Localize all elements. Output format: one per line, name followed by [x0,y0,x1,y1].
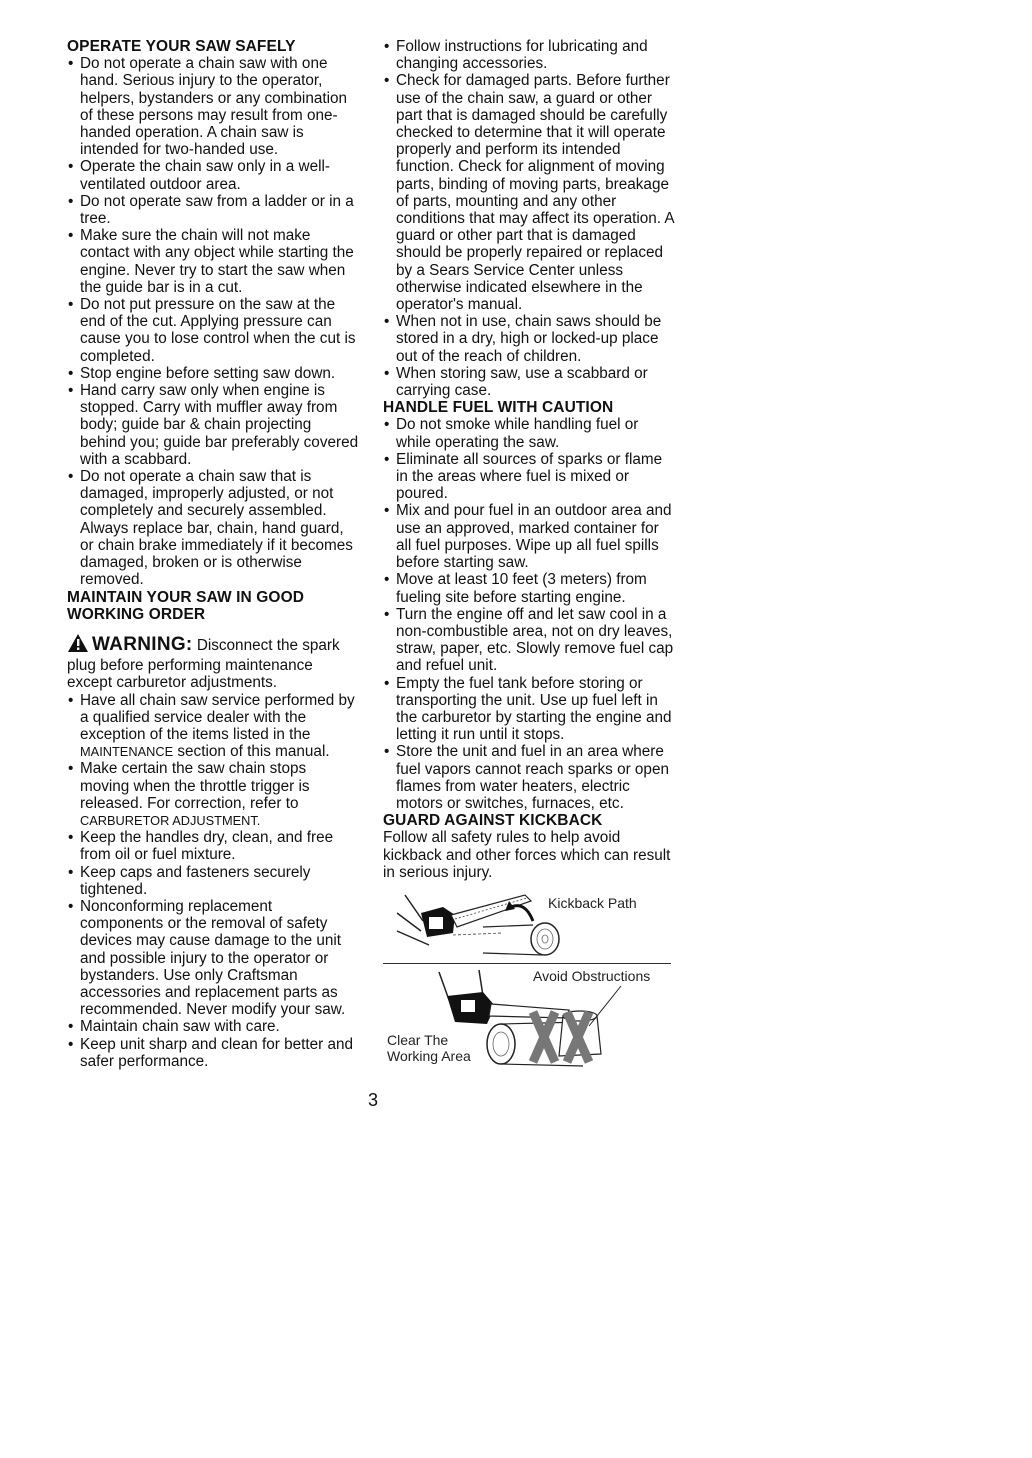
list-item: • Maintain chain saw with care. [67,1018,359,1035]
list-item: • Do not put pressure on the saw at the end of the cut. Applying pressure can cause you to lose control when the cut is completed. [67,296,359,365]
warning-label: WARNING: [92,633,193,655]
list-item: • Do not operate saw from a ladder or in a tree. [67,193,359,227]
list-item: • Make sure the chain will not make contact with any object while starting the engine. Never try to start the saw when the guide bar is in a cut. [67,227,359,296]
list-item: • Have all chain saw service performed by a qualified service dealer with the exception of the items listed in the MAINTENANCE section of this manual. [67,692,359,761]
list-item: • Do not smoke while handling fuel or while operating the saw. [383,416,675,450]
page-number: 3 [368,1090,379,1110]
avoid-obstructions-figure [383,966,675,1074]
list-item: • Hand carry saw only when engine is stopped. Carry with muffler away from body; guide bar & chain projecting behind you; guide bar preferably covered with a scabbard. [67,382,359,468]
avoid-obstructions-caption: Avoid Obstructions [533,967,651,984]
list-item: • Eliminate all sources of sparks or flame in the areas where fuel is mixed or poured. [383,451,675,503]
kickback-intro: Follow all safety rules to help avoid kickback and other forces which can result in serious injury. [383,829,671,881]
list-item: • Nonconforming replacement components or the removal of safety devices may cause damage to the unit and possible injury to the operator or bystanders. Use only Craftsman accessories and replacement parts as recommended. Never modify your saw. [67,898,359,1018]
list-item: • Check for damaged parts. Before further use of the chain saw, a guard or other part that is damaged should be carefully checked to determine that it will operate properly and perform its intended function. Check for alignment of moving parts, binding of moving parts, breakage of parts, mounting and any other conditions that may affect its operation. A guard or other part that is damaged should be properly repaired or replaced by a Sears Service Center unless otherwise indicated elsewhere in the operator's manual. [383,72,675,313]
left-column [67,38,359,1070]
list-item: • Make certain the saw chain stops moving when the throttle trigger is released. For correction, refer to CARBURETOR ADJUSTMENT. [67,760,359,829]
warning-triangle-icon [67,633,89,657]
list-item: • When not in use, chain saws should be stored in a dry, high or locked-up place out of the reach of children. [383,313,675,365]
list-item: • Mix and pour fuel in an outdoor area and use an approved, marked container for all fuel purposes. Wipe up all fuel spills before starting saw. [383,502,675,571]
clear-area-caption-line2: Working Area [387,1047,471,1064]
fuel-list [383,416,675,812]
list-item: • Keep caps and fasteners securely tightened. [67,864,359,898]
list-item: • Operate the chain saw only in a well-ventilated outdoor area. [67,158,359,192]
section-heading-fuel: HANDLE FUEL WITH CAUTION [383,399,614,417]
list-item: • Do not operate a chain saw that is damaged, improperly adjusted, or not completely and securely assembled. Always replace bar, chain, hand guard, or chain brake immediately if it becomes damaged, broken or is otherwise removed. [67,468,359,588]
figure-divider [383,963,671,964]
list-item: • Stop engine before setting saw down. [67,365,359,382]
carburetor-ref: CARBURETOR ADJUSTMENT. [80,812,261,828]
section-heading-operate: OPERATE YOUR SAW SAFELY [67,38,296,55]
right-column [383,38,675,1074]
list-item: • Empty the fuel tank before storing or transporting the unit. Use up fuel left in the carburetor by starting the engine and letting it run until it stops. [383,675,675,744]
list-item: • When storing saw, use a scabbard or carrying case. [383,365,675,399]
maintain-list [67,692,359,1070]
list-item: • Follow instructions for lubricating and changing accessories. [383,38,675,72]
list-item: • Do not operate a chain saw with one hand. Serious injury to the operator, helpers, bystanders or any combination of these persons may result from one-handed operation. A chain saw is intended for two-handed use. [67,55,359,158]
maintenance-ref: MAINTENANCE [80,744,174,760]
list-item: • Store the unit and fuel in an area where fuel vapors cannot reach sparks or open flames from water heaters, electric motors or switches, furnaces, etc. [383,743,675,812]
section-heading-kickback: GUARD AGAINST KICKBACK [383,812,603,830]
list-item: • Keep the handles dry, clean, and free from oil or fuel mixture. [67,829,359,863]
operate-list [67,55,359,588]
list-item: • Keep unit sharp and clean for better and safer performance. [67,1036,359,1070]
warning-block [67,633,359,692]
clear-area-caption-line1: Clear The [387,1031,449,1048]
kickback-path-caption: Kickback Path [548,894,637,911]
section-heading-maintain: MAINTAIN YOUR SAW IN GOOD WORKING ORDER [67,588,305,623]
kickback-path-figure [383,887,675,959]
list-item: • Turn the engine off and let saw cool in a non-combustible area, not on dry leaves, straw, paper, etc. Slowly remove fuel cap and refuel unit. [383,606,675,675]
maintain-continued-list [383,38,675,399]
list-item: • Move at least 10 feet (3 meters) from fueling site before starting engine. [383,571,675,605]
warning-text: Disconnect the spark plug before performing maintenance except carburetor adjustments. [67,636,340,692]
